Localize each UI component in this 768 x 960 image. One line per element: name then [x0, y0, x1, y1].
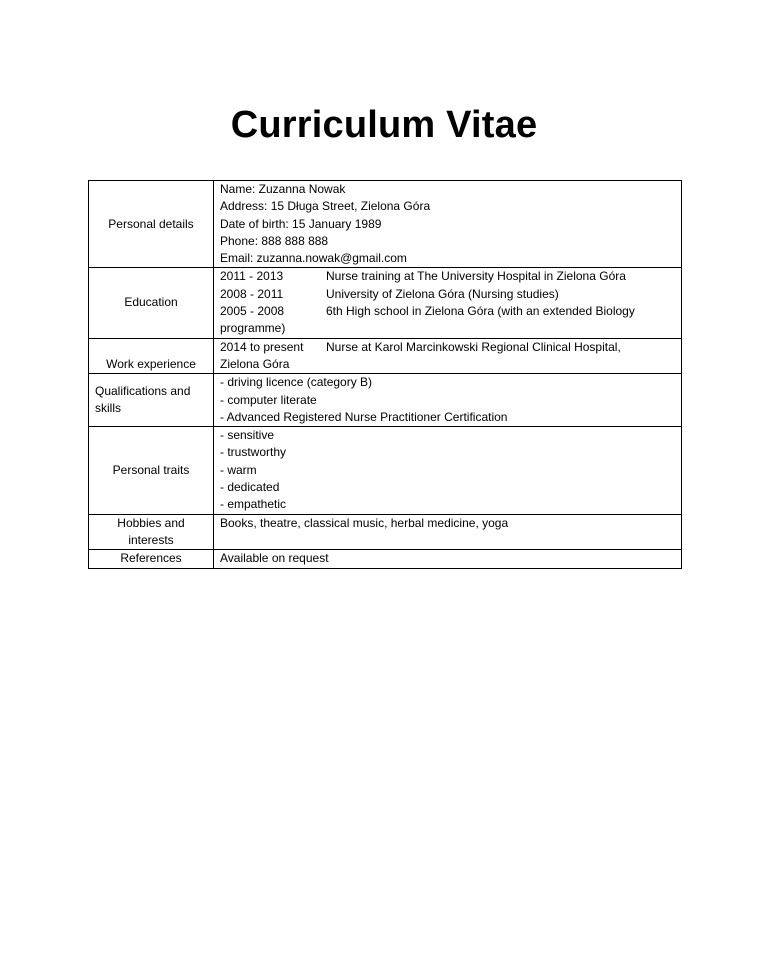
- cv-table: [88, 180, 682, 569]
- personal-date-of-birth: Date of birth: 15 January 1989: [220, 216, 382, 231]
- personal-phone: Phone: 888 888 888: [220, 233, 329, 248]
- references-content: [214, 550, 682, 568]
- row-work-experience: [89, 338, 682, 374]
- work-continuation: Zielona Góra: [220, 356, 290, 371]
- row-hobbies: [89, 514, 682, 550]
- work-experience-content: [214, 338, 682, 374]
- education-content: [214, 268, 682, 338]
- label-hobbies: [89, 514, 214, 550]
- row-personal-details: [89, 181, 682, 268]
- label-work-experience: Work experience: [89, 338, 214, 374]
- personal-address: Address: 15 Długa Street, Zielona Góra: [220, 199, 431, 214]
- label-qualifications: [89, 374, 214, 427]
- label-hobbies-line2: interests: [128, 532, 174, 547]
- trait-item: - dedicated: [220, 480, 280, 495]
- trait-item: - warm: [220, 462, 257, 477]
- education-text: University of Zielona Góra (Nursing studies): [326, 286, 559, 301]
- education-text: Nurse training at The University Hospital in Zielona Góra: [326, 269, 626, 284]
- qualification-item: - computer literate: [220, 392, 317, 407]
- qualifications-content: [214, 374, 682, 427]
- references-text: Available on request: [220, 551, 329, 566]
- education-dates: 2008 - 2011: [220, 286, 284, 301]
- work-text: Nurse at Karol Marcinkowski Regional Clinical Hospital,: [326, 339, 621, 354]
- personal-name: Name: Zuzanna Nowak: [220, 182, 346, 196]
- row-references: [89, 550, 682, 568]
- personal-email: Email: zuzanna.nowak@gmail.com: [220, 251, 407, 266]
- hobbies-text: Books, theatre, classical music, herbal medicine, yoga: [220, 515, 509, 530]
- education-dates: 2005 - 2008: [220, 304, 285, 319]
- trait-item: - sensitive: [220, 428, 275, 443]
- education-entry: [220, 268, 675, 285]
- education-entry: [220, 303, 675, 320]
- trait-item: - empathetic: [220, 497, 287, 512]
- qualification-item: - driving licence (category B): [220, 375, 373, 390]
- education-text: 6th High school in Zielona Góra (with an extended Biology: [326, 304, 635, 319]
- personal-traits-content: [214, 427, 682, 514]
- label-references: References: [89, 550, 214, 568]
- work-entry: [220, 339, 675, 356]
- trait-item: - trustworthy: [220, 445, 287, 460]
- label-personal-traits: Personal traits: [89, 427, 214, 514]
- hobbies-content: [214, 514, 682, 550]
- qualification-item: - Advanced Registered Nurse Practitioner Certification: [220, 409, 508, 424]
- work-dates: 2014 to present: [220, 339, 304, 354]
- page-title: Curriculum Vitae: [230, 104, 538, 146]
- label-personal-details: Personal details: [89, 181, 214, 268]
- education-dates: 2011 - 2013: [220, 269, 284, 284]
- label-hobbies-line1: Hobbies and: [117, 515, 185, 530]
- label-education: Education: [89, 268, 214, 338]
- row-personal-traits: [89, 427, 682, 514]
- personal-details-content: [214, 181, 682, 268]
- label-qualifications-line2: skills: [95, 401, 121, 416]
- row-qualifications: [89, 374, 682, 427]
- education-entry: [220, 286, 675, 303]
- row-education: [89, 268, 682, 338]
- label-qualifications-line1: Qualifications and: [95, 383, 191, 398]
- education-continuation: programme): [220, 321, 286, 336]
